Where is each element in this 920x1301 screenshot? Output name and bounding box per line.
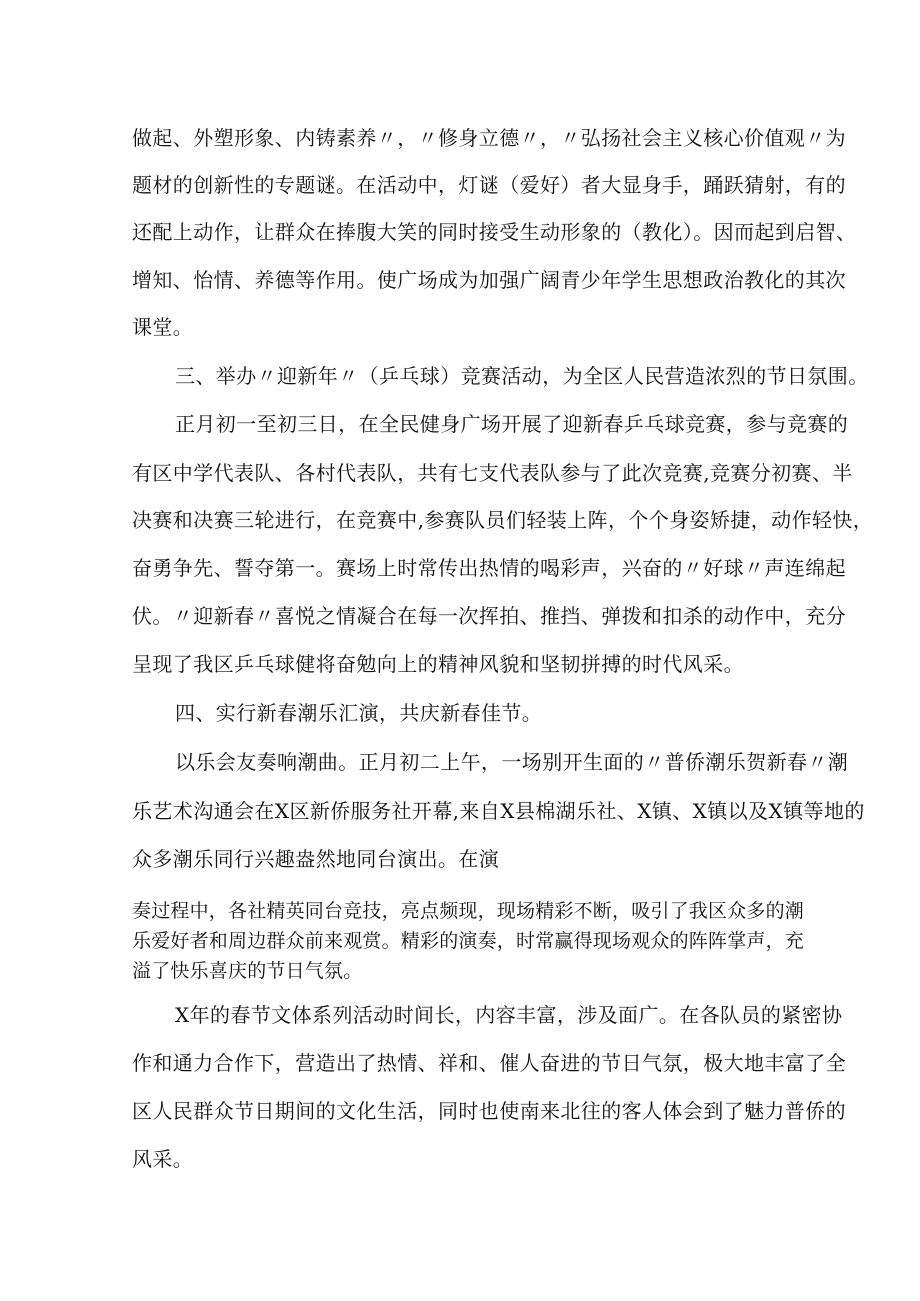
paragraph-3-cont-line-1: 奏过程中，各社精英同台竞技，亮点频现，现场精彩不断，吸引了我区众多的潮 — [132, 900, 805, 922]
paragraph-1-line-3: 还配上动作，让群众在捧腹大笑的同时接受生动形象的（教化）。因而起到启智、 — [132, 220, 857, 244]
paragraph-4-line-2: 作和通力合作下，营造出了热情、祥和、催人奋进的节日气氛，极大地丰富了全 — [132, 1051, 846, 1075]
paragraph-3-line-2: 乐艺术沟通会在X区新侨服务社开幕,来自X县棉湖乐社、X镇、X镇以及X镇等地的 — [132, 799, 865, 823]
paragraph-4-line-4: 风采。 — [132, 1147, 194, 1171]
section-heading-4: 四、实行新春潮乐汇演，共庆新春佳节。 — [175, 701, 543, 725]
paragraph-3-line-1: 以乐会友奏响潮曲。正月初二上午，一场别开生面的〃普侨潮乐贺新春〃潮 — [175, 750, 849, 774]
paragraph-2-line-1: 正月初一至初三日，在全民健身广场开展了迎新春乒乓球竞赛，参与竞赛的 — [175, 412, 849, 436]
paragraph-4-line-3: 区人民群众节日期间的文化生活，同时也使南来北往的客人体会到了魅力普侨的 — [132, 1099, 846, 1123]
paragraph-1-line-1: 做起、外塑形象、内铸素养〃，〃修身立德〃，〃弘扬社会主义核心价值观〃为 — [132, 126, 846, 150]
paragraph-3-cont-line-3: 溢了快乐喜庆的节日气氛。 — [132, 960, 363, 982]
paragraph-2-line-2: 有区中学代表队、各村代表队，共有七支代表队参与了此次竞赛,竞赛分初赛、半 — [132, 461, 853, 485]
paragraph-1-line-2: 题材的创新性的专题谜。在活动中，灯谜（爱好）者大显身手，踊跃猜射，有的 — [132, 173, 846, 197]
paragraph-2-line-5: 伏。〃迎新春〃喜悦之情凝合在每一次挥拍、推挡、弹拨和扣杀的动作中，充分 — [132, 604, 846, 628]
section-heading-3: 三、举办〃迎新年〃（乒乓球）竞赛活动，为全区人民营造浓烈的节日氛围。 — [175, 364, 869, 388]
paragraph-2-line-4: 奋勇争先、誓夺第一。赛场上时常传出热情的喝彩声，兴奋的〃好球〃声连绵起 — [132, 556, 846, 580]
paragraph-4-line-1: X年的春节文体系列活动时间长，内容丰富，涉及面广。在各队员的紧密协 — [175, 1003, 843, 1027]
paragraph-3-line-3: 众多潮乐同行兴趣盎然地同台演出。在演 — [132, 847, 500, 871]
paragraph-1-line-5: 课堂。 — [132, 315, 194, 339]
paragraph-3-cont-line-2: 乐爱好者和周边群众前来观赏。精彩的演奏，时常赢得现场观众的阵阵掌声，充 — [132, 930, 805, 952]
paragraph-2-line-3: 决赛和决赛三轮进行，在竞赛中,参赛队员们轻装上阵，个个身姿矫捷，动作轻快， — [132, 508, 874, 532]
paragraph-1-line-4: 增知、怡情、养德等作用。使广场成为加强广阔青少年学生思想政治教化的其次 — [132, 268, 846, 292]
paragraph-2-line-6: 呈现了我区乒乓球健将奋勉向上的精神风貌和坚韧拼搏的时代风采。 — [132, 652, 744, 676]
